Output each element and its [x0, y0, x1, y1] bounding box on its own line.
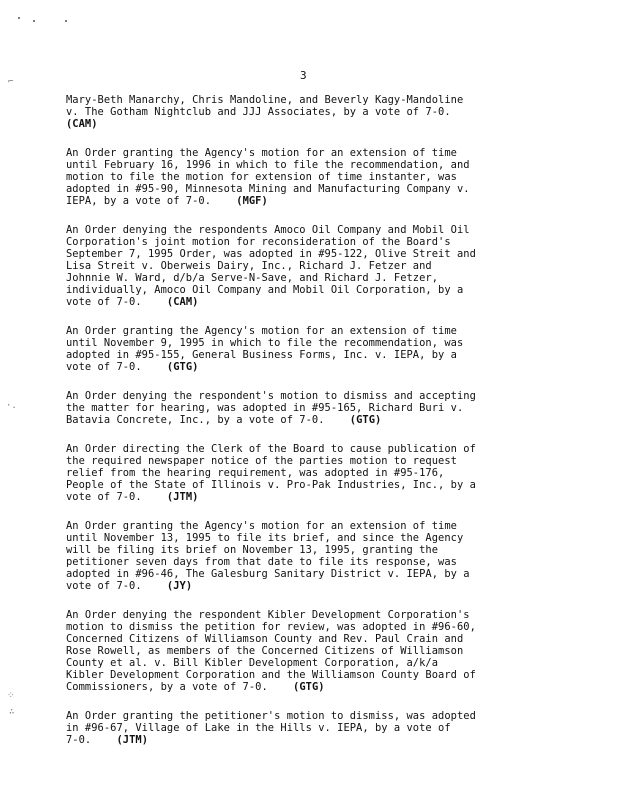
- paragraph-line: Commissioners, by a vote of 7-0. (GTG): [66, 681, 325, 694]
- order-paragraph: [66, 390, 556, 426]
- scan-mark: ⁘: [7, 691, 15, 701]
- member-initials: (CAM): [66, 118, 98, 131]
- paragraph-line: the matter for hearing, was adopted in #95-165, Richard Buri v.: [66, 401, 464, 414]
- paragraph-line: An Order directing the Clerk of the Board to cause publication of: [66, 442, 476, 455]
- scan-speck: [33, 20, 35, 22]
- order-paragraph: [66, 94, 556, 130]
- paragraph-line: will be filing its brief on November 13, 1995, granting the: [66, 543, 439, 556]
- paragraph-line: Corporation's joint motion for reconsideration of the Board's: [66, 235, 451, 248]
- paragraph-line: An Order granting the Agency's motion for an extension of time: [66, 324, 457, 337]
- paragraph-line: Johnnie W. Ward, d/b/a Serve-N-Save, and Richard J. Fetzer,: [66, 272, 439, 285]
- paragraph-line: individually, Amoco Oil Company and Mobil Oil Corporation, by a: [66, 284, 464, 297]
- paragraph-line: County et al. v. Bill Kibler Development Corporation, a/k/a: [66, 656, 439, 669]
- member-initials: (GTG): [166, 361, 199, 374]
- paragraph-line: adopted in #95-90, Minnesota Mining and Manufacturing Company v.: [66, 183, 470, 196]
- paragraph-line: vote of 7-0. (JTM): [66, 490, 199, 503]
- order-paragraph: [66, 710, 556, 746]
- paragraph-line: until November 9, 1995 in which to file the recommendation, was: [66, 337, 464, 349]
- paragraph-line: An Order denying the respondent's motion to dismiss and accepting: [66, 389, 476, 402]
- order-paragraph: [66, 443, 556, 503]
- paragraph-line: September 7, 1995 Order, was adopted in #95-122, Olive Streit and: [66, 247, 476, 260]
- scan-mark: ·.: [6, 401, 17, 411]
- member-initials: (GTG): [293, 681, 325, 694]
- paragraph-line: An Order granting the Agency's motion for an extension of time: [66, 519, 457, 532]
- paragraph-line: vote of 7-0. (JY): [66, 580, 193, 592]
- paragraph-line: An Order granting the petitioner's motion to dismiss, was adopted: [66, 709, 476, 722]
- paragraph-line: relief from the hearing requirement, was adopted in #95-176,: [66, 466, 445, 479]
- paragraph-line: An Order granting the Agency's motion for an extension of time: [66, 146, 457, 159]
- paragraph-line: motion to file the motion for extension of time instanter, was: [66, 170, 457, 183]
- member-initials: (CAM): [166, 296, 199, 309]
- scan-mark: ⌐: [8, 77, 14, 87]
- paragraph-line: petitioner seven days from that date to file its response, was: [66, 555, 457, 568]
- scan-speck: [65, 20, 67, 22]
- order-paragraph: [66, 224, 556, 309]
- scan-speck: [18, 17, 20, 19]
- paragraph-line: until February 16, 1996 in which to file the recommendation, and: [66, 158, 470, 171]
- paragraph-line: An Order denying the respondents Amoco Oil Company and Mobil Oil: [66, 223, 470, 236]
- paragraph-line: Rose Rowell, as members of the Concerned Citizens of Williamson: [66, 644, 464, 657]
- order-paragraph: [66, 520, 556, 593]
- scan-mark: ∴: [9, 707, 15, 717]
- paragraph-line: Batavia Concrete, Inc., by a vote of 7-0. (GTG): [66, 413, 382, 426]
- member-initials: (GTG): [349, 413, 382, 426]
- paragraph-line: in #96-67, Village of Lake in the Hills v. IEPA, by a vote of: [66, 721, 451, 734]
- paragraph-line: Kibler Development Corporation and the Williamson County Board of: [66, 669, 476, 682]
- paragraph-line: vote of 7-0. (CAM): [66, 296, 199, 309]
- paragraph-line: An Order denying the respondent Kibler Development Corporation's: [66, 608, 470, 621]
- member-initials: (JTM): [116, 733, 148, 746]
- order-paragraph: [66, 147, 556, 207]
- paragraph-line: Concerned Citizens of Williamson County and Rev. Paul Crain and: [66, 632, 464, 645]
- paragraph-line: the required newspaper notice of the parties motion to request: [66, 454, 457, 467]
- order-paragraph: [66, 609, 556, 694]
- paragraph-line: Lisa Streit v. Oberweis Dairy, Inc., Richard J. Fetzer and: [66, 260, 432, 273]
- order-list: [66, 94, 556, 763]
- paragraph-line: IEPA, by a vote of 7-0. (MGF): [66, 195, 268, 208]
- paragraph-line: v. The Gotham Nightclub and JJJ Associates, by a vote of 7-0.: [66, 106, 451, 119]
- paragraph-line: People of the State of Illinois v. Pro-Pak Industries, Inc., by a: [66, 478, 476, 491]
- page-number: 3: [300, 69, 307, 82]
- paragraph-line: Mary-Beth Manarchy, Chris Mandoline, and Beverly Kagy-Mandoline: [66, 94, 464, 106]
- member-initials: (JY): [166, 580, 193, 592]
- member-initials: (JTM): [166, 490, 199, 503]
- paragraph-line: adopted in #95-155, General Business Forms, Inc. v. IEPA, by a: [66, 349, 457, 362]
- paragraph-line: until November 13, 1995 to file its brief, and since the Agency: [66, 531, 464, 544]
- paragraph-line: adopted in #96-46, The Galesburg Sanitary District v. IEPA, by a: [66, 567, 470, 580]
- order-paragraph: [66, 325, 556, 373]
- paragraph-line: 7-0. (JTM): [66, 733, 148, 746]
- paragraph-line: vote of 7-0. (GTG): [66, 361, 199, 374]
- paragraph-line: motion to dismiss the petition for review, was adopted in #96-60,: [66, 620, 476, 633]
- member-initials: (MGF): [236, 195, 268, 208]
